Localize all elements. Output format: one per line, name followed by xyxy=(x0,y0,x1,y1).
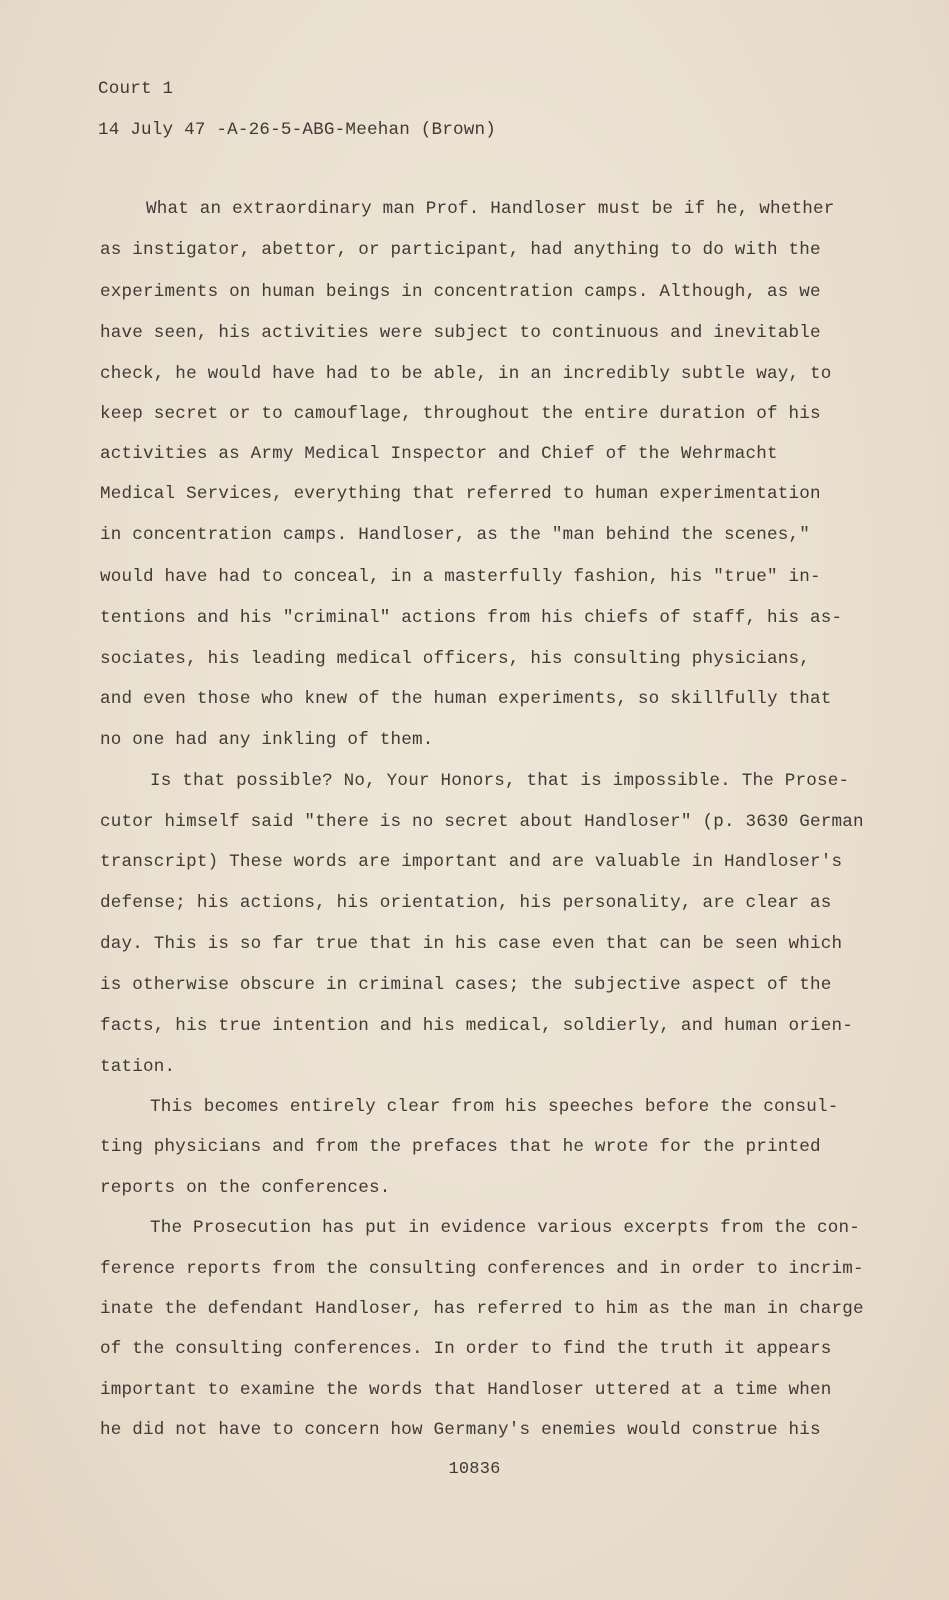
text-line: What an extraordinary man Prof. Handloser must be if he, whether xyxy=(146,199,835,219)
text-line: of the consulting conferences. In order to find the truth it appears xyxy=(100,1339,832,1359)
text-line: defense; his actions, his orientation, his personality, are clear as xyxy=(100,893,832,913)
text-line: inate the defendant Handloser, has referred to him as the man in charge xyxy=(100,1299,864,1319)
text-line: keep secret or to camouflage, throughout the entire duration of his xyxy=(100,404,821,424)
text-line: as instigator, abettor, or participant, had anything to do with the xyxy=(100,240,821,260)
text-line: ference reports from the consulting conferences and in order to incrim- xyxy=(100,1259,864,1279)
text-line: ting physicians and from the prefaces that he wrote for the printed xyxy=(100,1137,821,1157)
text-line: Medical Services, everything that referred to human experimentation xyxy=(100,484,821,504)
text-line: cutor himself said "there is no secret about Handloser" (p. 3630 German xyxy=(100,812,864,832)
text-line: have seen, his activities were subject to continuous and inevitable xyxy=(100,323,821,343)
text-line: in concentration camps. Handloser, as the "man behind the scenes," xyxy=(100,525,811,545)
transcript-reference: 14 July 47 -A-26-5-ABG-Meehan (Brown) xyxy=(98,120,497,140)
text-line: check, he would have had to be able, in an incredibly subtle way, to xyxy=(100,364,832,384)
text-line: important to examine the words that Handloser uttered at a time when xyxy=(100,1380,832,1400)
text-line: experiments on human beings in concentration camps. Although, as we xyxy=(100,282,821,302)
text-line: sociates, his leading medical officers, his consulting physicians, xyxy=(100,649,811,669)
text-line: reports on the conferences. xyxy=(100,1178,391,1198)
text-line: This becomes entirely clear from his speeches before the consul- xyxy=(150,1097,839,1117)
text-line: no one had any inkling of them. xyxy=(100,730,434,750)
text-line: tentions and his "criminal" actions from his chiefs of staff, his as- xyxy=(100,608,843,628)
text-line: he did not have to concern how Germany's enemies would construe his xyxy=(100,1420,821,1440)
text-line: The Prosecution has put in evidence various excerpts from the con- xyxy=(150,1218,861,1238)
text-line: tation. xyxy=(100,1057,176,1077)
text-line: facts, his true intention and his medical, soldierly, and human orien- xyxy=(100,1016,854,1036)
text-line: Is that possible? No, Your Honors, that is impossible. The Prose- xyxy=(150,771,850,791)
text-line: is otherwise obscure in criminal cases; the subjective aspect of the xyxy=(100,975,832,995)
page-number: 10836 xyxy=(448,1460,501,1479)
text-line: day. This is so far true that in his case even that can be seen which xyxy=(100,934,843,954)
court-label: Court 1 xyxy=(98,79,174,99)
text-line: activities as Army Medical Inspector and Chief of the Wehrmacht xyxy=(100,444,778,464)
text-line: and even those who knew of the human experiments, so skillfully that xyxy=(100,689,832,709)
text-line: transcript) These words are important and are valuable in Handloser's xyxy=(100,852,843,872)
text-line: would have had to conceal, in a masterfully fashion, his "true" in- xyxy=(100,567,821,587)
